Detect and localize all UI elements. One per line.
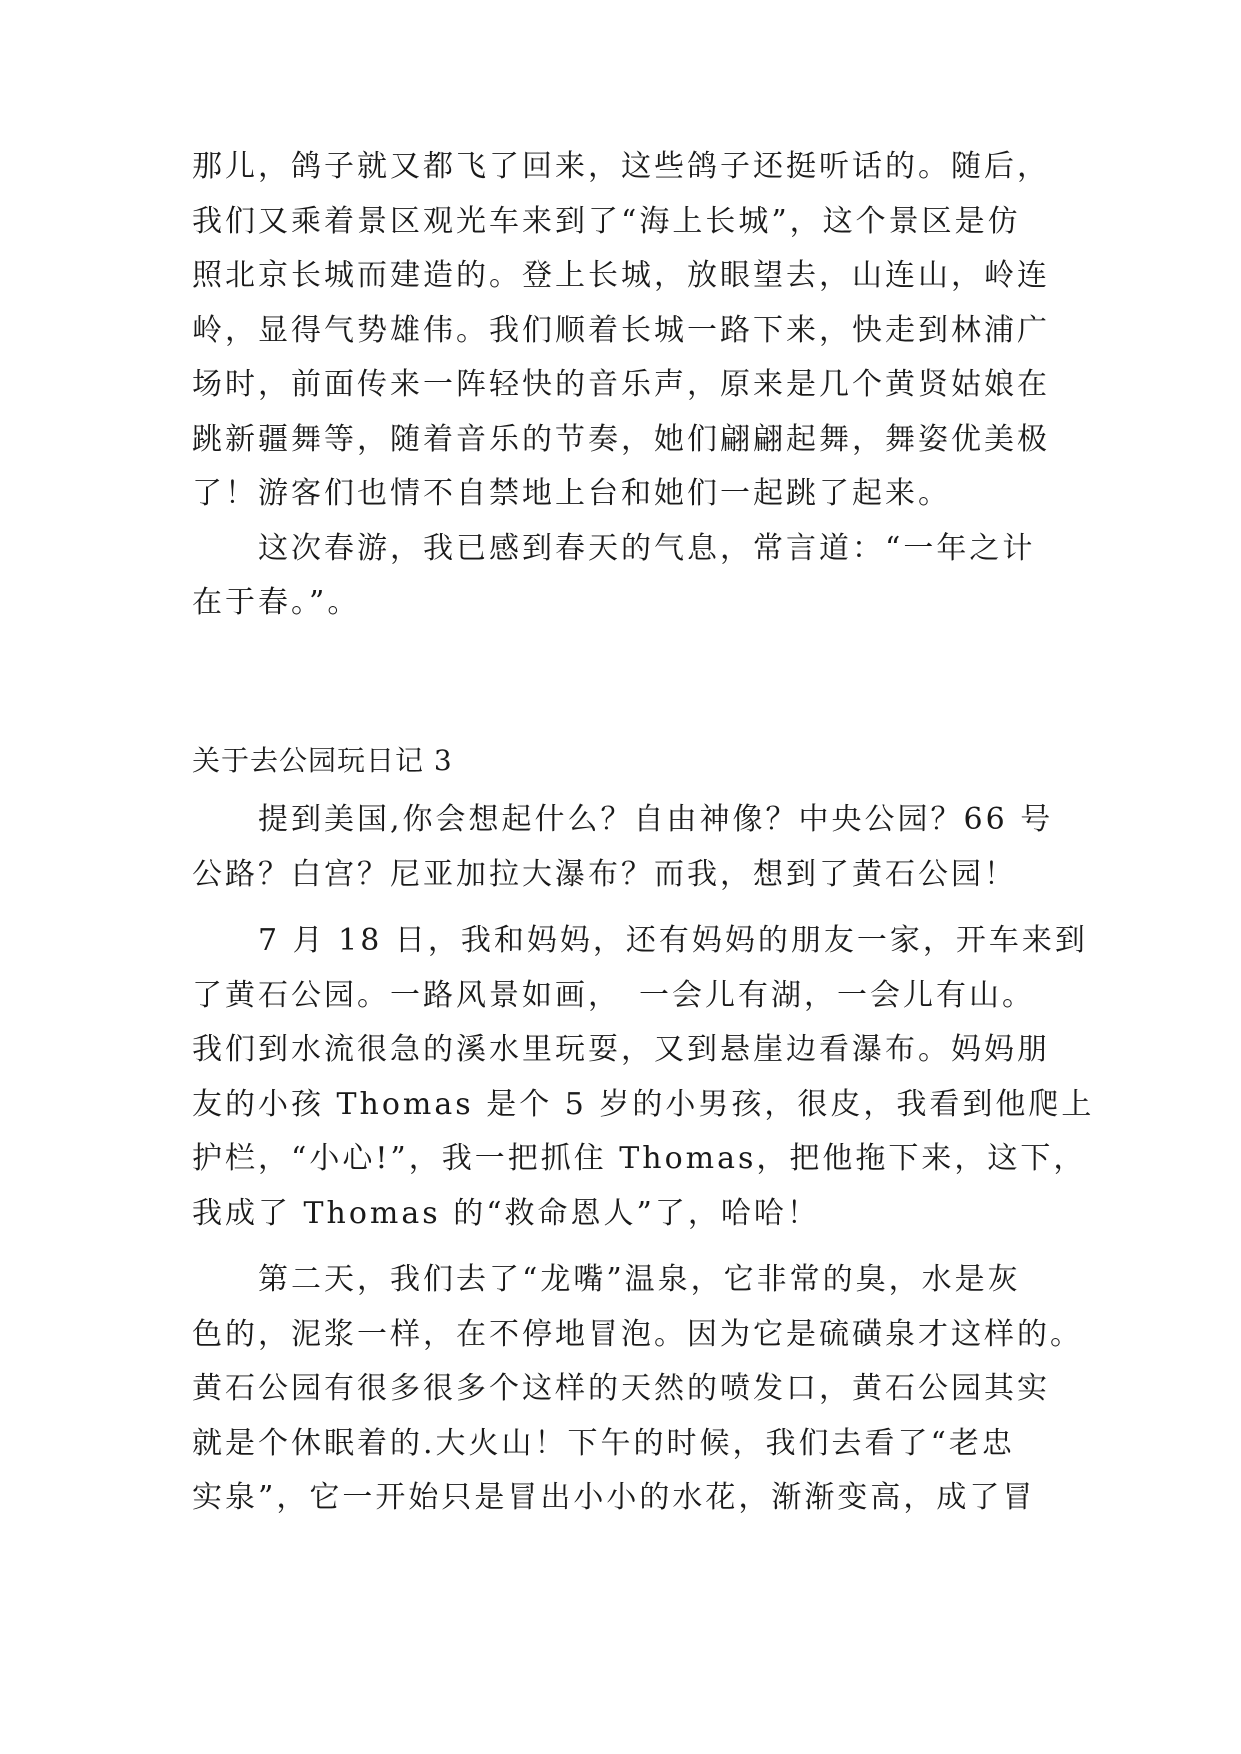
paragraph-line: 这次春游，我已感到春天的气息，常言道：“一年之计 <box>192 531 1036 566</box>
paragraph-line: 了！游客们也情不自禁地上台和她们一起跳了起来。 <box>192 476 951 511</box>
paragraph-line: 提到美国,你会想起什么？自由神像？中央公园？66 号 <box>192 802 1054 837</box>
paragraph-line: 跳新疆舞等，随着音乐的节奏，她们翩翩起舞，舞姿优美极 <box>192 422 1050 457</box>
paragraph-line: 第二天，我们去了“龙嘴”温泉，它非常的臭，水是灰 <box>192 1262 1021 1297</box>
paragraph-line: 我成了 Thomas 的“救命恩人”了，哈哈！ <box>192 1196 820 1231</box>
paragraph-line: 我们到水流很急的溪水里玩耍，又到悬崖边看瀑布。妈妈朋 <box>192 1032 1050 1067</box>
paragraph-line: 岭，显得气势雄伟。我们顺着长城一路下来，快走到林浦广 <box>192 313 1050 348</box>
paragraph-line: 就是个休眠着的.大火山！下午的时候，我们去看了“老忠 <box>192 1426 1015 1461</box>
paragraph-line: 色的，泥浆一样，在不停地冒泡。因为它是硫磺泉才这样的。 <box>192 1317 1083 1352</box>
paragraph-line: 我们又乘着景区观光车来到了“海上长城”，这个景区是仿 <box>192 204 1021 239</box>
paragraph-line: 实泉”，它一开始只是冒出小小的水花，渐渐变高，成了冒 <box>192 1480 1036 1515</box>
paragraph-line: 护栏，“小心!”，我一把抓住 Thomas，把他拖下来，这下， <box>192 1141 1087 1176</box>
paragraph-line: 照北京长城而建造的。登上长城，放眼望去，山连山，岭连 <box>192 258 1050 293</box>
paragraph-line: 那儿，鸽子就又都飞了回来，这些鸽子还挺听话的。随后， <box>192 149 1050 184</box>
paragraph-line: 在于春。”。 <box>192 585 361 620</box>
paragraph-line: 友的小孩 Thomas 是个 5 岁的小男孩，很皮，我看到他爬上 <box>192 1087 1095 1122</box>
paragraph-line: 7 月 18 日，我和妈妈，还有妈妈的朋友一家，开车来到 <box>192 923 1088 958</box>
diary-entry-title: 关于去公园玩日记 3 <box>192 744 453 777</box>
paragraph-line: 了黄石公园。一路风景如画， 一会儿有湖，一会儿有山。 <box>192 978 1035 1013</box>
paragraph-line: 场时，前面传来一阵轻快的音乐声，原来是几个黄贤姑娘在 <box>192 367 1050 402</box>
paragraph-line: 公路？白宫？尼亚加拉大瀑布？而我，想到了黄石公园！ <box>192 857 1017 892</box>
paragraph-line: 黄石公园有很多很多个这样的天然的喷发口，黄石公园其实 <box>192 1371 1050 1406</box>
